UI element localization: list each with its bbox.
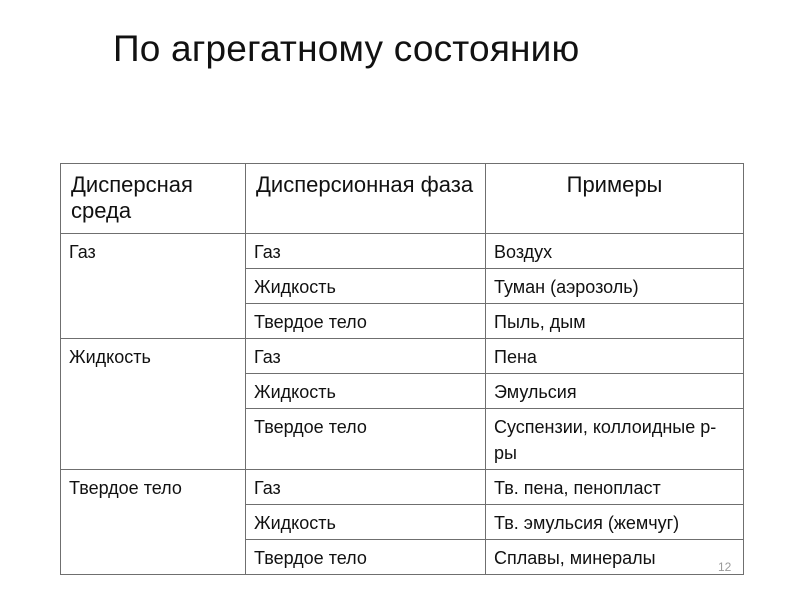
header-dispersion-medium: Дисперсная среда (61, 164, 246, 234)
medium-cell: Твердое тело (61, 470, 246, 575)
medium-cell: Жидкость (61, 339, 246, 470)
table-row (61, 339, 744, 374)
example-cell: Тв. эмульсия (жемчуг) (486, 505, 744, 540)
example-cell: Пыль, дым (486, 304, 744, 339)
header-examples: Примеры (486, 164, 744, 234)
phase-cell: Жидкость (246, 269, 486, 304)
table-header-row (61, 164, 744, 234)
phase-cell: Жидкость (246, 374, 486, 409)
example-cell: Тв. пена, пенопласт (486, 470, 744, 505)
example-cell: Воздух (486, 234, 744, 269)
phase-cell: Газ (246, 339, 486, 374)
example-cell: Суспензии, коллоидные р-ры (486, 409, 744, 470)
header-dispersed-phase: Дисперсионная фаза (246, 164, 486, 234)
example-cell: Сплавы, минералы (486, 540, 744, 575)
phase-cell: Твердое тело (246, 540, 486, 575)
phase-cell: Газ (246, 234, 486, 269)
example-cell: Пена (486, 339, 744, 374)
dispersion-table (60, 163, 744, 575)
example-cell: Туман (аэрозоль) (486, 269, 744, 304)
phase-cell: Твердое тело (246, 304, 486, 339)
table-row (61, 470, 744, 505)
phase-cell: Жидкость (246, 505, 486, 540)
example-cell: Эмульсия (486, 374, 744, 409)
slide-title: По агрегатному состоянию (113, 28, 580, 69)
page-number: 12 (718, 560, 732, 574)
phase-cell: Твердое тело (246, 409, 486, 470)
phase-cell: Газ (246, 470, 486, 505)
table-row (61, 234, 744, 269)
medium-cell: Газ (61, 234, 246, 339)
